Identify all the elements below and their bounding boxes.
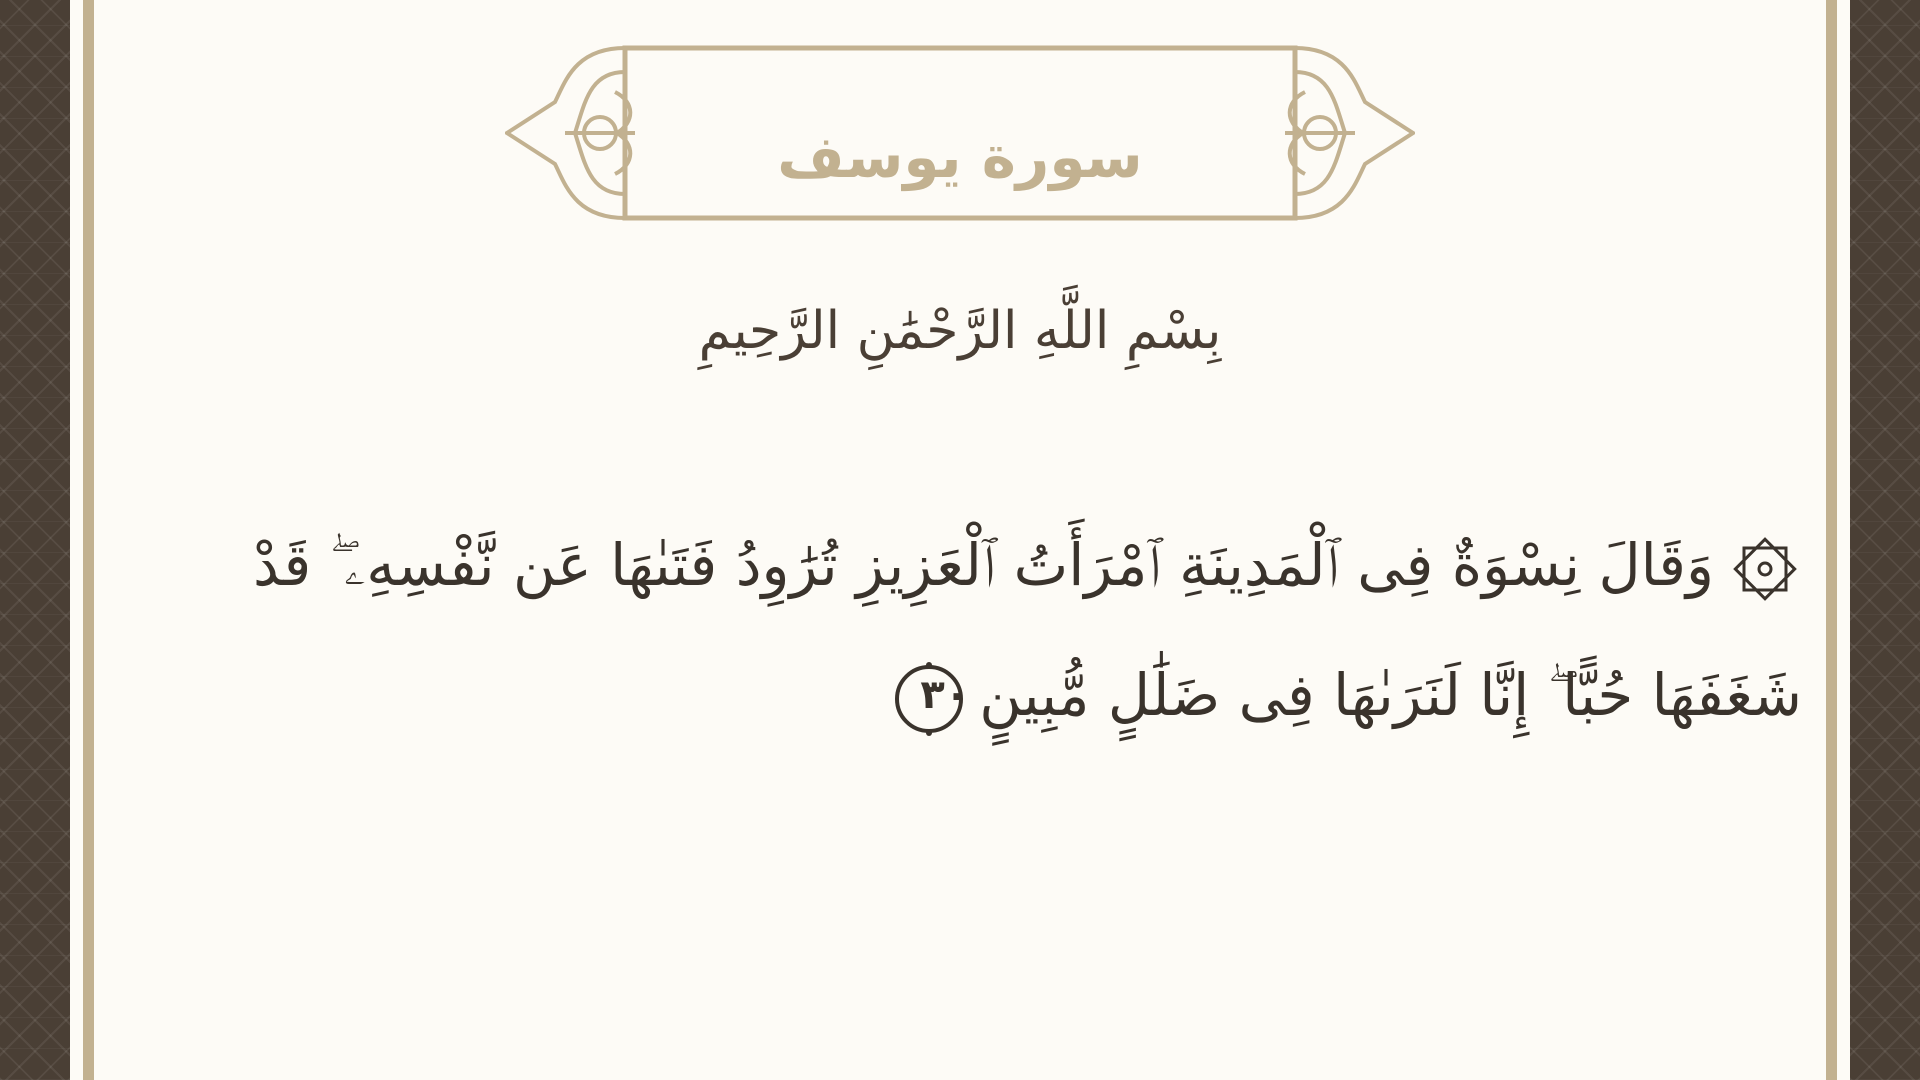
ayah-end-marker — [889, 659, 969, 739]
right-gold-rule — [1826, 0, 1837, 1080]
verse-line-1-text: وَقَالَ نِسْوَةٌ فِى ٱلْمَدِينَةِ ٱمْرَأَتُ ٱلْعَزِيزِ تُرَٰوِدُ فَتَىٰهَا عَن نَّفْسِهِۦ ۖ قَدْ — [253, 531, 1714, 599]
right-border-pattern — [1850, 0, 1920, 1080]
ayah-number: ٣٠ — [920, 671, 970, 718]
verse-text — [168, 500, 1802, 760]
left-border-pattern — [0, 0, 70, 1080]
surah-title: سورة يوسف — [777, 123, 1143, 191]
verse-line-2-text: شَغَفَهَا حُبًّا ۖ إِنَّا لَنَرَىٰهَا فِى ضَلَٰلٍ مُّبِينٍ — [979, 661, 1802, 729]
left-gold-rule — [83, 0, 94, 1080]
verse-line-1 — [168, 500, 1802, 630]
surah-header-cartouche — [505, 42, 1415, 224]
basmala: بِسْمِ اللَّهِ الرَّحْمَٰنِ الرَّحِيمِ — [698, 301, 1222, 361]
verse-line-2 — [168, 630, 1802, 760]
hizb-star-icon — [1728, 532, 1802, 606]
